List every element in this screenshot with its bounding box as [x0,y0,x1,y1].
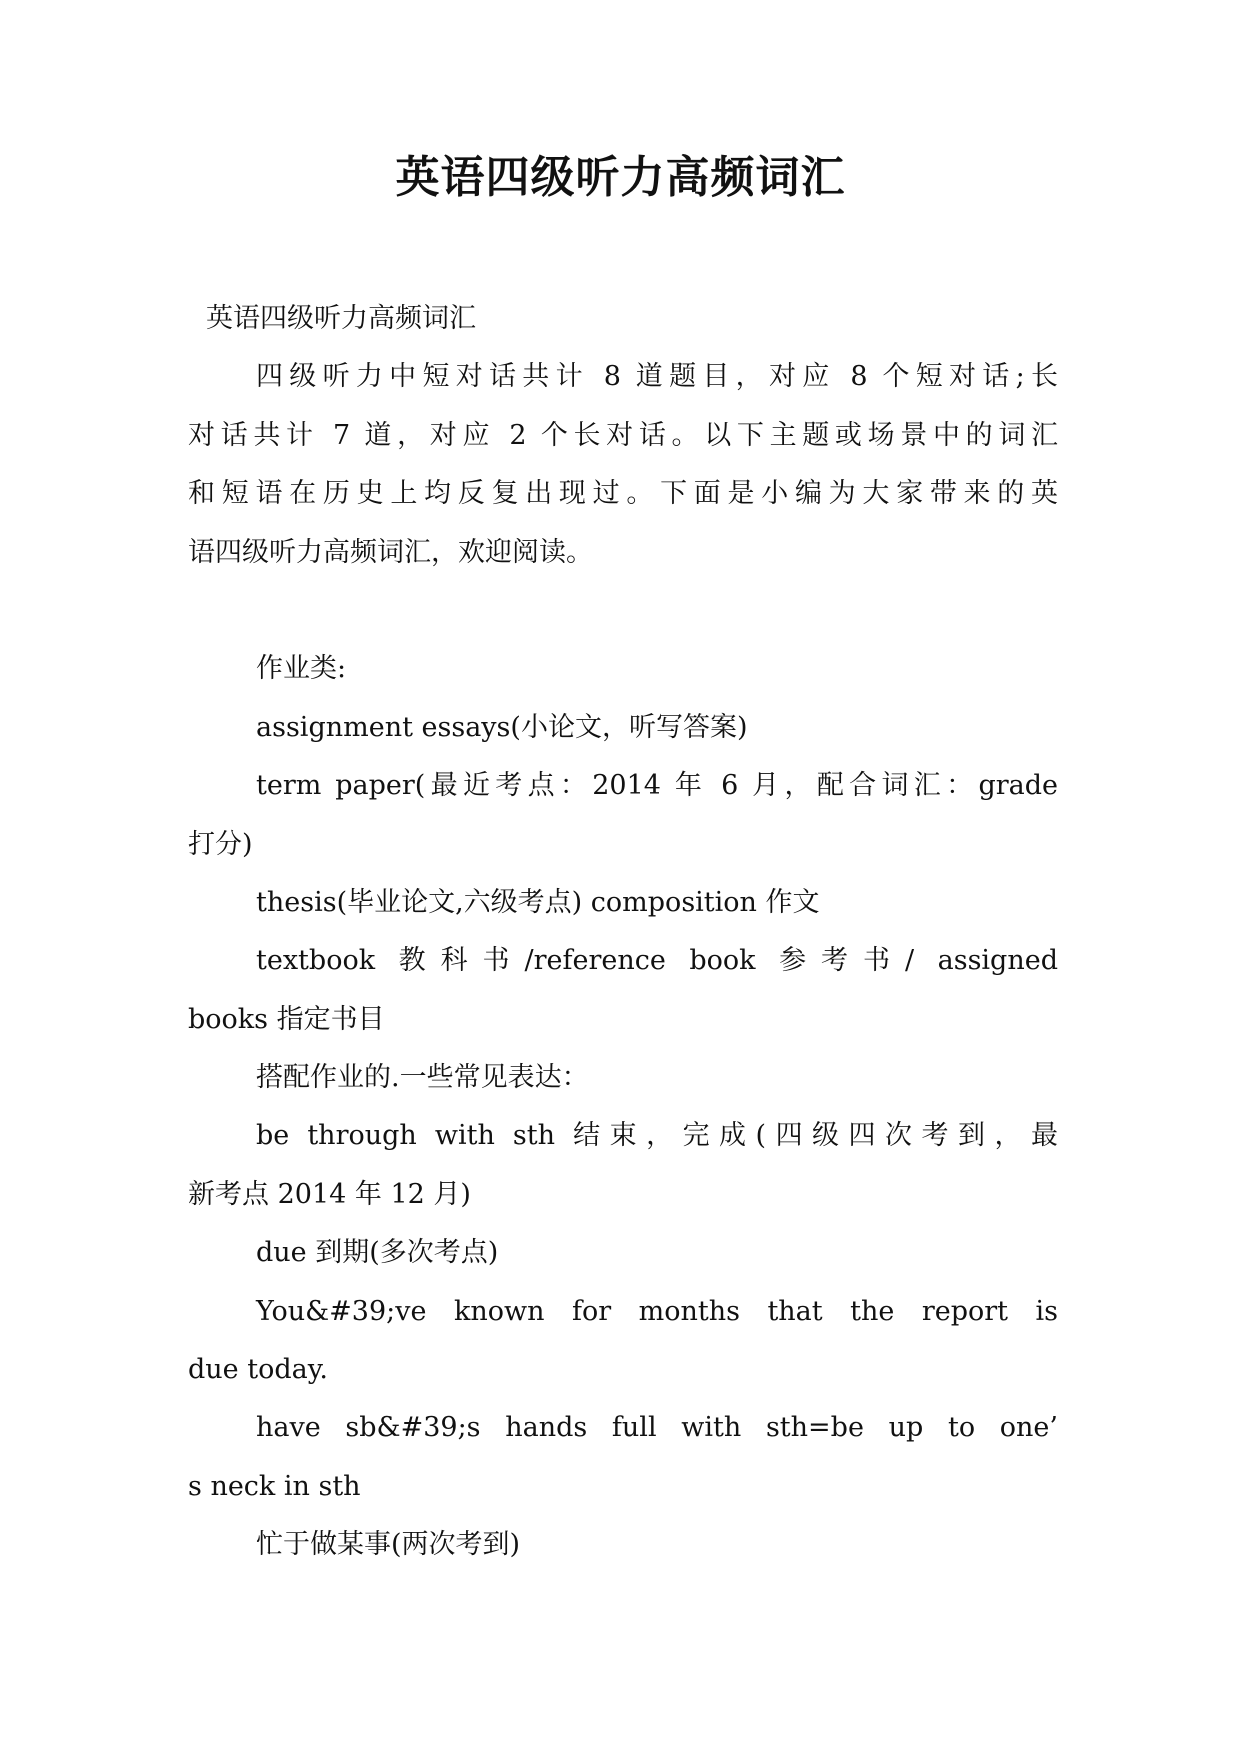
vocab-line-due-example-cont: due today. [188,1354,328,1386]
homework-heading: 作业类: [256,653,347,685]
subtitle-line: 英语四级听力高频词汇 [206,303,476,334]
paragraph-spacer [188,582,1058,640]
intro-line-2: 对话共计 7 道，对应 2 个长对话。以下主题或场景中的词汇 [188,419,1058,451]
vocab-line-hands-full-cont: s neck in sth [188,1470,361,1502]
vocab-line-be-through-cont: 新考点 2014 年 12 月) [188,1178,471,1210]
vocab-line-expressions-heading: 搭配作业的.一些常见表达： [256,1062,589,1094]
vocab-line-assignment: assignment essays(小论文，听写答案) [256,711,748,743]
vocab-line-term-paper: term paper(最近考点：2014 年 6 月，配合词汇：grade [256,770,1058,802]
vocab-line-due: due 到期(多次考点) [256,1237,499,1269]
vocab-line-term-paper-cont: 打分) [188,828,253,860]
vocab-line-textbook: textbook 教科书/reference book 参考书/ assigned [256,945,1058,977]
vocab-line-textbook-cont: books 指定书目 [188,1003,385,1035]
vocab-line-busy: 忙于做某事(两次考到) [256,1529,521,1561]
document-body [188,290,1058,1575]
vocab-line-thesis: thesis(毕业论文,六级考点) composition 作文 [256,886,820,918]
vocab-line-hands-full: have sb&#39;s hands full with sth=be up to one’ [256,1412,1058,1444]
intro-line-4: 语四级听力高频词汇，欢迎阅读。 [188,536,593,568]
vocab-line-be-through: be through with sth 结束，完成(四级四次考到，最 [256,1120,1058,1152]
intro-line-1: 四级听力中短对话共计 8 道题目，对应 8 个短对话;长 [256,361,1058,393]
vocab-line-due-example: You&#39;ve known for months that the report is [256,1295,1058,1327]
intro-line-3: 和短语在历史上均反复出现过。下面是小编为大家带来的英 [188,478,1058,510]
document-title: 英语四级听力高频词汇 [395,152,846,203]
